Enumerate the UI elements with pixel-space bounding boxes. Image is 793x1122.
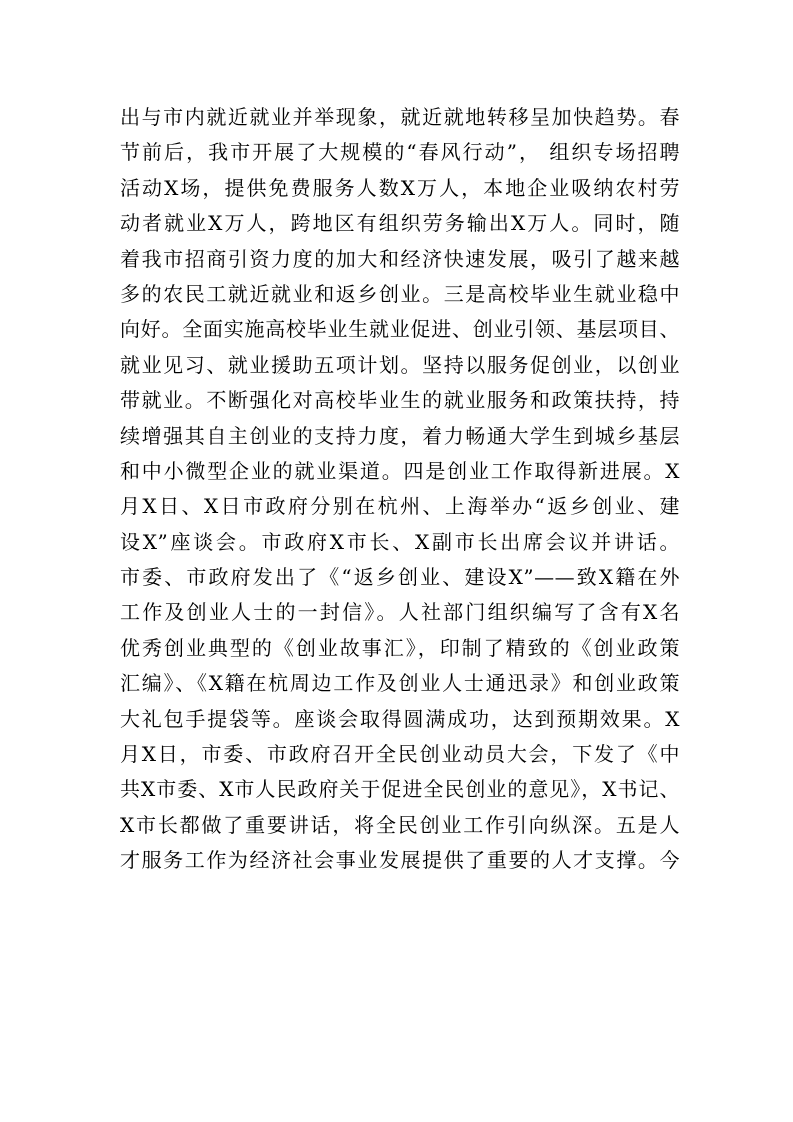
text-line: 续增强其自主创业的支持力度，着力畅通大学生到城乡基层	[120, 423, 680, 448]
text-line: 月X日、X日市政府分别在杭州、上海举办“返乡创业、建	[120, 494, 680, 519]
text-line: 带就业。不断强化对高校毕业生的就业服务和政策扶持，持	[120, 388, 680, 413]
text-line: 出与市内就近就业并举现象，就近就地转移呈加快趋势。春	[120, 105, 680, 129]
text-line: 大礼包手提袋等。座谈会取得圆满成功，达到预期效果。X	[120, 706, 680, 731]
text-line: 节前后，我市开展了大规模的“春风行动”， 组织专场招聘	[120, 140, 680, 165]
text-line: 活动X场，提供免费服务人数X万人，本地企业吸纳农村劳	[120, 175, 680, 200]
text-line: 着我市招商引资力度的加大和经济快速发展，吸引了越来越	[120, 246, 680, 271]
text-line: 设X”座谈会。市政府X市长、X副市长出席会议并讲话。	[120, 529, 680, 554]
text-line: 优秀创业典型的《创业故事汇》，印制了精致的《创业政策	[120, 635, 680, 660]
text-line: 和中小微型企业的就业渠道。四是创业工作取得新进展。X	[120, 458, 680, 483]
text-line: 动者就业X万人，跨地区有组织劳务输出X万人。同时，随	[120, 211, 680, 236]
text-line: 多的农民工就近就业和返乡创业。三是高校毕业生就业稳中	[120, 281, 680, 306]
body-paragraph	[120, 100, 680, 879]
text-line: 向好。全面实施高校毕业生就业促进、创业引领、基层项目、	[120, 317, 680, 342]
text-line: 就业见习、就业援助五项计划。坚持以服务促创业，以创业	[120, 352, 680, 377]
text-line: 工作及创业人士的一封信》。人社部门组织编写了含有X名	[120, 600, 680, 625]
text-line: X市长都做了重要讲话，将全民创业工作引向纵深。五是人	[120, 812, 680, 837]
text-line: 才服务工作为经济社会事业发展提供了重要的人才支撑。今	[120, 848, 680, 873]
text-line: 月X日，市委、市政府召开全民创业动员大会，下发了《中	[120, 742, 680, 767]
text-line: 市委、市政府发出了《“返乡创业、建设X”——致X籍在外	[120, 565, 680, 590]
text-line: 共X市委、X市人民政府关于促进全民创业的意见》，X书记、	[120, 777, 680, 802]
text-line: 汇编》、《X籍在杭周边工作及创业人士通迅录》和创业政策	[120, 671, 680, 696]
